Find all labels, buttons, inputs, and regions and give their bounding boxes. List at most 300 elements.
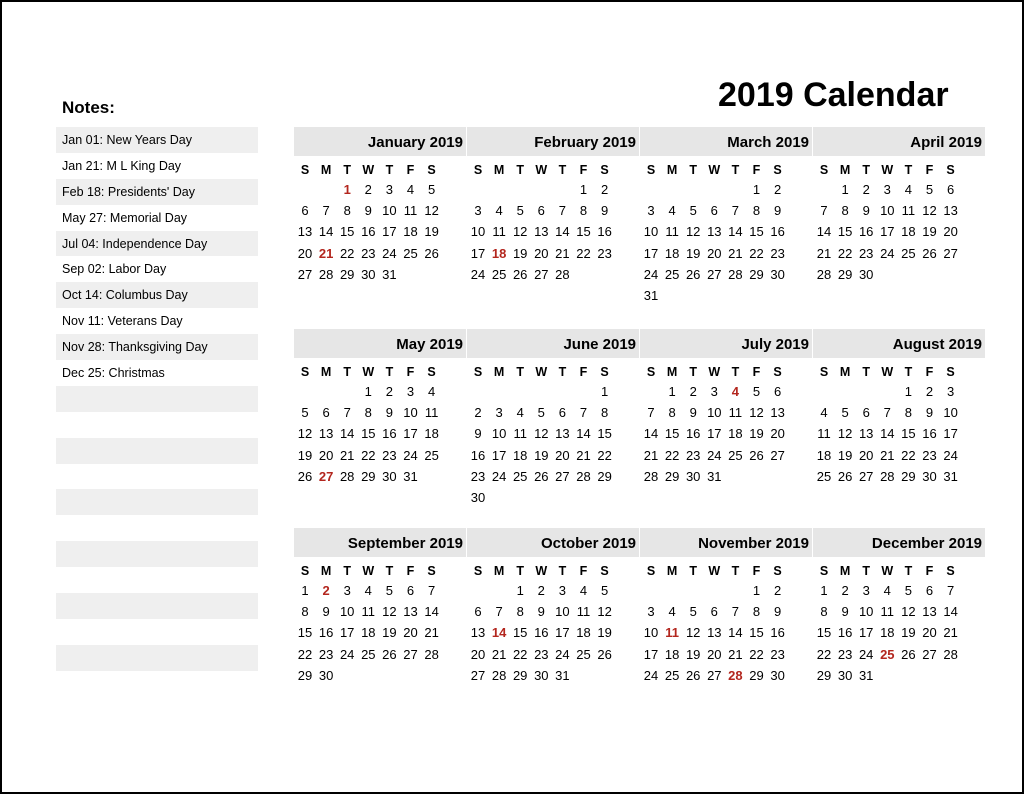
day-cell: 17: [470, 245, 486, 261]
day-cell: 29: [339, 266, 355, 282]
weekday-label: T: [862, 564, 870, 578]
day-cell: 5: [516, 203, 524, 219]
weekday-label: W: [708, 365, 721, 379]
month-header: [467, 127, 639, 156]
day-cell: 24: [880, 245, 895, 261]
day-cell: 28: [880, 468, 895, 484]
day-cell: 9: [925, 405, 934, 421]
day-cell: 31: [943, 468, 958, 484]
month-name: August 2019: [892, 336, 982, 353]
day-cell: 22: [837, 245, 853, 261]
weekday-label: M: [666, 564, 678, 578]
day-cell: 30: [770, 266, 785, 282]
weekday-header-row: [640, 159, 812, 181]
day-cell: 15: [901, 426, 916, 442]
day-cell: 4: [406, 182, 415, 197]
day-cell: 21: [643, 447, 659, 463]
month-january: [294, 127, 466, 317]
day-cell: 16: [770, 625, 785, 641]
day-cell: 3: [343, 583, 351, 598]
day-cell: 18: [880, 625, 895, 641]
day-cell: 23: [837, 646, 853, 662]
day-cell: 31: [643, 288, 659, 303]
day-cell: 9: [364, 203, 372, 219]
day-cell: 16: [534, 625, 549, 641]
day-cell: 1: [752, 583, 761, 598]
day-cell: 17: [555, 625, 570, 641]
month-header: [294, 528, 466, 557]
weekday-label: W: [362, 163, 375, 177]
day-cell: 24: [643, 667, 659, 683]
day-cell: 18: [664, 646, 680, 662]
weekday-label: W: [535, 163, 548, 177]
day-cell: 23: [470, 468, 486, 484]
day-cell-holiday: 11: [665, 625, 679, 641]
day-cell: 4: [904, 182, 912, 197]
day-cell-holiday: 28: [728, 667, 743, 683]
day-cell: 17: [643, 245, 659, 261]
day-cell: 5: [841, 405, 849, 421]
day-cell: 8: [343, 203, 351, 219]
day-cell: 6: [710, 604, 718, 620]
weekday-label: T: [516, 163, 524, 177]
day-cell: 8: [516, 604, 524, 620]
weekday-label: S: [646, 163, 656, 177]
day-cell: 14: [880, 426, 895, 442]
weekday-label: T: [904, 163, 913, 177]
day-cell: 14: [943, 604, 958, 620]
day-cell: 25: [403, 245, 418, 261]
note-row: Jul 04: Independence Day: [56, 231, 258, 257]
weekday-label: F: [752, 365, 761, 379]
month-june: [467, 329, 639, 519]
weekday-label: S: [773, 564, 782, 578]
day-cell: 15: [749, 224, 764, 240]
weekday-label: T: [385, 365, 394, 379]
day-cell: 3: [647, 203, 655, 219]
day-cell: 23: [858, 245, 874, 261]
day-cell: 27: [922, 646, 937, 662]
day-cell: 1: [820, 583, 828, 598]
weekday-label: T: [731, 365, 740, 379]
weekday-label: F: [406, 365, 415, 379]
day-cell: 8: [364, 405, 372, 421]
note-row-blank: [56, 412, 258, 438]
day-grid: [813, 180, 985, 320]
day-cell: 21: [880, 447, 895, 463]
weekday-label: F: [406, 564, 415, 578]
weekday-label: F: [752, 163, 761, 177]
day-cell: 23: [770, 245, 785, 261]
day-cell: 15: [339, 224, 355, 240]
day-cell: 5: [427, 182, 436, 197]
day-cell: 20: [943, 224, 958, 240]
day-cell: 14: [816, 224, 832, 240]
weekday-label: M: [839, 163, 851, 177]
day-cell: 26: [922, 245, 937, 261]
day-cell: 29: [837, 266, 853, 282]
day-cell: 9: [474, 426, 482, 442]
day-cell: 9: [537, 604, 545, 620]
weekday-label: T: [731, 163, 740, 177]
weekday-header-row: [467, 159, 639, 181]
note-row-blank: [56, 386, 258, 412]
day-cell: 5: [925, 182, 934, 197]
day-cell: 14: [555, 224, 570, 240]
weekday-label: M: [320, 365, 332, 379]
day-cell: 18: [361, 625, 376, 641]
day-cell: 12: [382, 604, 397, 620]
day-cell: 4: [579, 583, 588, 598]
weekday-header-row: [813, 560, 985, 582]
day-cell: 7: [322, 203, 330, 219]
day-cell: 8: [820, 604, 828, 620]
day-cell: 7: [883, 405, 891, 421]
weekday-header-row: [294, 560, 466, 582]
weekday-label: F: [406, 163, 415, 177]
day-cell: 1: [841, 182, 849, 197]
day-cell: 6: [925, 583, 934, 598]
note-row: Jan 01: New Years Day: [56, 127, 258, 153]
day-cell: 29: [664, 468, 680, 484]
note-row: Dec 25: Christmas: [62, 366, 165, 381]
day-cell: 20: [922, 625, 937, 641]
month-december: [813, 528, 985, 718]
day-cell-holiday: 21: [318, 245, 334, 261]
day-cell: 28: [555, 266, 570, 282]
day-cell: 6: [474, 604, 482, 620]
day-cell: 3: [474, 203, 482, 219]
day-cell: 23: [382, 447, 397, 463]
weekday-label: S: [946, 365, 955, 379]
weekday-label: W: [881, 365, 894, 379]
day-cell: 4: [427, 384, 436, 399]
note-row-blank: [56, 541, 258, 567]
weekday-header-row: [640, 361, 812, 383]
day-cell: 16: [837, 625, 853, 641]
day-cell: 26: [685, 667, 701, 683]
month-august: [813, 329, 985, 519]
day-cell: 6: [773, 384, 782, 399]
day-cell: 16: [922, 426, 937, 442]
month-name: June 2019: [563, 336, 636, 353]
day-cell: 31: [382, 266, 397, 282]
note-row-blank: [56, 645, 258, 671]
day-cell: 12: [901, 604, 916, 620]
day-cell: 8: [752, 203, 761, 219]
day-cell: 30: [382, 468, 397, 484]
day-cell-holiday: 2: [322, 583, 330, 598]
day-cell: 3: [883, 182, 891, 197]
weekday-label: T: [558, 365, 567, 379]
day-cell: 29: [901, 468, 916, 484]
weekday-label: M: [493, 163, 505, 177]
weekday-label: M: [493, 365, 505, 379]
day-cell: 3: [647, 604, 655, 620]
day-cell: 12: [922, 203, 937, 219]
day-cell: 29: [597, 468, 612, 484]
day-cell: 22: [664, 447, 680, 463]
weekday-label: F: [579, 564, 588, 578]
weekday-label: W: [362, 365, 375, 379]
day-cell: 2: [474, 405, 482, 421]
weekday-label: T: [343, 163, 351, 177]
day-cell: 13: [318, 426, 334, 442]
month-header: [640, 127, 812, 156]
day-cell: 24: [858, 646, 874, 662]
day-cell: 7: [946, 583, 955, 598]
day-cell: 11: [901, 203, 916, 219]
day-cell: 11: [424, 405, 439, 421]
day-cell: 10: [382, 203, 397, 219]
month-header: [294, 127, 466, 156]
day-cell: 19: [685, 646, 701, 662]
day-cell: 4: [495, 203, 503, 219]
day-cell: 18: [901, 224, 916, 240]
month-name: May 2019: [396, 336, 463, 353]
day-cell: 9: [773, 203, 782, 219]
notes-heading: Notes:: [62, 98, 115, 117]
day-cell: 16: [770, 224, 785, 240]
day-cell: 23: [597, 245, 612, 261]
day-cell: 4: [820, 405, 828, 421]
weekday-label: F: [925, 163, 934, 177]
day-cell: 25: [664, 266, 680, 282]
weekday-label: W: [708, 564, 721, 578]
day-cell: 10: [491, 426, 507, 442]
day-cell-holiday: 18: [491, 245, 507, 261]
weekday-label: S: [773, 365, 782, 379]
day-cell: 21: [491, 646, 507, 662]
day-cell: 25: [664, 667, 680, 683]
day-cell: 9: [862, 203, 870, 219]
day-cell: 8: [904, 405, 912, 421]
day-cell: 19: [837, 447, 853, 463]
day-cell: 27: [297, 266, 313, 282]
weekday-label: S: [819, 564, 829, 578]
weekday-label: M: [666, 365, 678, 379]
day-cell: 1: [579, 182, 588, 197]
day-cell: 3: [862, 583, 870, 598]
day-cell: 30: [470, 490, 486, 505]
day-cell: 14: [424, 604, 439, 620]
weekday-header-row: [813, 361, 985, 383]
day-cell: 7: [495, 604, 503, 620]
day-cell: 5: [904, 583, 912, 598]
weekday-label: M: [839, 564, 851, 578]
day-cell: 17: [858, 625, 874, 641]
day-cell: 18: [576, 625, 591, 641]
day-cell: 7: [731, 203, 739, 219]
day-cell: 12: [597, 604, 612, 620]
weekday-label: F: [925, 564, 934, 578]
day-cell: 17: [339, 625, 355, 641]
note-row-blank: [56, 515, 258, 541]
weekday-label: T: [689, 365, 697, 379]
weekday-label: W: [881, 163, 894, 177]
day-cell: 14: [728, 625, 743, 641]
weekday-header-row: [640, 560, 812, 582]
day-cell: 15: [816, 625, 832, 641]
day-cell: 22: [512, 646, 528, 662]
day-cell: 21: [816, 245, 832, 261]
weekday-label: S: [427, 564, 436, 578]
day-cell: 11: [665, 224, 679, 240]
day-cell: 14: [318, 224, 334, 240]
day-cell: 21: [424, 625, 439, 641]
weekday-label: S: [300, 163, 310, 177]
day-cell: 20: [707, 646, 722, 662]
day-cell: 12: [534, 426, 549, 442]
day-cell: 9: [322, 604, 330, 620]
day-cell: 21: [576, 447, 591, 463]
day-cell: 7: [558, 203, 566, 219]
day-grid: [294, 382, 466, 522]
day-cell: 3: [710, 384, 718, 399]
day-cell: 25: [512, 468, 528, 484]
day-cell: 17: [382, 224, 397, 240]
day-cell: 26: [685, 266, 701, 282]
page-title: 2019 Calendar: [718, 76, 949, 114]
day-cell: 29: [749, 667, 764, 683]
day-cell: 7: [427, 583, 436, 598]
day-cell: 3: [385, 182, 393, 197]
day-cell: 19: [901, 625, 916, 641]
note-row-blank: [56, 619, 258, 645]
day-cell: 20: [297, 245, 313, 261]
day-grid: [813, 581, 985, 721]
day-cell: 24: [339, 646, 355, 662]
day-cell: 19: [297, 447, 313, 463]
day-cell: 14: [728, 224, 743, 240]
day-cell: 30: [858, 266, 874, 282]
day-cell: 24: [382, 245, 397, 261]
day-cell: 29: [361, 468, 376, 484]
day-cell: 13: [858, 426, 874, 442]
month-march: [640, 127, 812, 317]
day-cell: 25: [424, 447, 439, 463]
day-cell: 21: [728, 646, 743, 662]
day-cell: 29: [749, 266, 764, 282]
day-cell: 18: [728, 426, 743, 442]
weekday-label: M: [839, 365, 851, 379]
day-cell: 4: [668, 604, 676, 620]
day-cell: 20: [858, 447, 874, 463]
note-row-blank: [56, 567, 258, 593]
weekday-header-row: [467, 560, 639, 582]
note-row: Nov 11: Veterans Day: [62, 314, 183, 329]
note-row: Feb 18: Presidents' Day: [56, 179, 258, 205]
day-cell: 11: [513, 426, 527, 442]
day-cell: 26: [597, 646, 612, 662]
weekday-label: F: [579, 365, 588, 379]
note-row-blank: [56, 464, 258, 490]
day-cell: 20: [555, 447, 570, 463]
day-cell: 7: [647, 405, 655, 421]
month-november: [640, 528, 812, 718]
day-cell: 28: [318, 266, 334, 282]
day-cell: 26: [534, 468, 549, 484]
day-cell: 13: [403, 604, 418, 620]
day-cell: 25: [576, 646, 591, 662]
day-cell: 27: [707, 667, 722, 683]
day-cell: 20: [470, 646, 486, 662]
day-cell: 28: [491, 667, 507, 683]
weekday-label: S: [646, 564, 656, 578]
note-row: Nov 28: Thanksgiving Day: [56, 334, 258, 360]
day-grid: [294, 180, 466, 320]
day-cell: 29: [512, 667, 528, 683]
weekday-label: F: [579, 163, 588, 177]
day-cell: 13: [770, 405, 785, 421]
day-cell: 18: [403, 224, 418, 240]
day-cell: 28: [339, 468, 355, 484]
weekday-label: S: [473, 564, 483, 578]
day-cell-holiday: 14: [491, 625, 507, 641]
weekday-label: T: [343, 365, 351, 379]
day-cell: 24: [707, 447, 722, 463]
day-cell: 2: [773, 583, 782, 598]
day-cell: 17: [707, 426, 722, 442]
weekday-header-row: [294, 361, 466, 383]
day-cell: 1: [668, 384, 676, 399]
day-cell: 18: [664, 245, 680, 261]
note-row-blank: [56, 438, 258, 464]
day-cell: 12: [685, 224, 701, 240]
day-cell: 1: [904, 384, 912, 399]
day-cell: 22: [297, 646, 313, 662]
day-cell: 7: [343, 405, 351, 421]
day-cell: 20: [770, 426, 785, 442]
day-cell: 1: [752, 182, 761, 197]
day-cell: 19: [685, 245, 701, 261]
day-cell: 30: [361, 266, 376, 282]
day-cell: 12: [749, 405, 764, 421]
day-cell: 20: [707, 245, 722, 261]
day-cell: 28: [728, 266, 743, 282]
day-grid: [467, 581, 639, 721]
day-cell: 29: [816, 667, 832, 683]
day-cell: 7: [820, 203, 828, 219]
month-header: [294, 329, 466, 358]
day-cell: 28: [816, 266, 832, 282]
day-cell: 24: [555, 646, 570, 662]
day-cell: 25: [816, 468, 832, 484]
weekday-header-row: [294, 159, 466, 181]
weekday-label: S: [473, 163, 483, 177]
day-cell: 17: [643, 646, 659, 662]
day-cell: 23: [318, 646, 334, 662]
day-cell: 16: [685, 426, 701, 442]
day-cell: 14: [339, 426, 355, 442]
weekday-label: T: [904, 365, 913, 379]
day-cell: 6: [946, 182, 955, 197]
day-cell: 19: [512, 245, 528, 261]
month-april: [813, 127, 985, 317]
day-cell: 10: [470, 224, 486, 240]
day-cell: 17: [491, 447, 507, 463]
day-cell: 27: [470, 667, 486, 683]
day-cell: 12: [685, 625, 701, 641]
weekday-label: S: [300, 365, 310, 379]
weekday-header-row: [813, 159, 985, 181]
day-cell: 28: [424, 646, 439, 662]
day-cell: 17: [880, 224, 895, 240]
day-cell: 19: [534, 447, 549, 463]
day-cell: 11: [403, 203, 418, 219]
month-name: March 2019: [727, 134, 809, 151]
day-cell: 14: [643, 426, 659, 442]
